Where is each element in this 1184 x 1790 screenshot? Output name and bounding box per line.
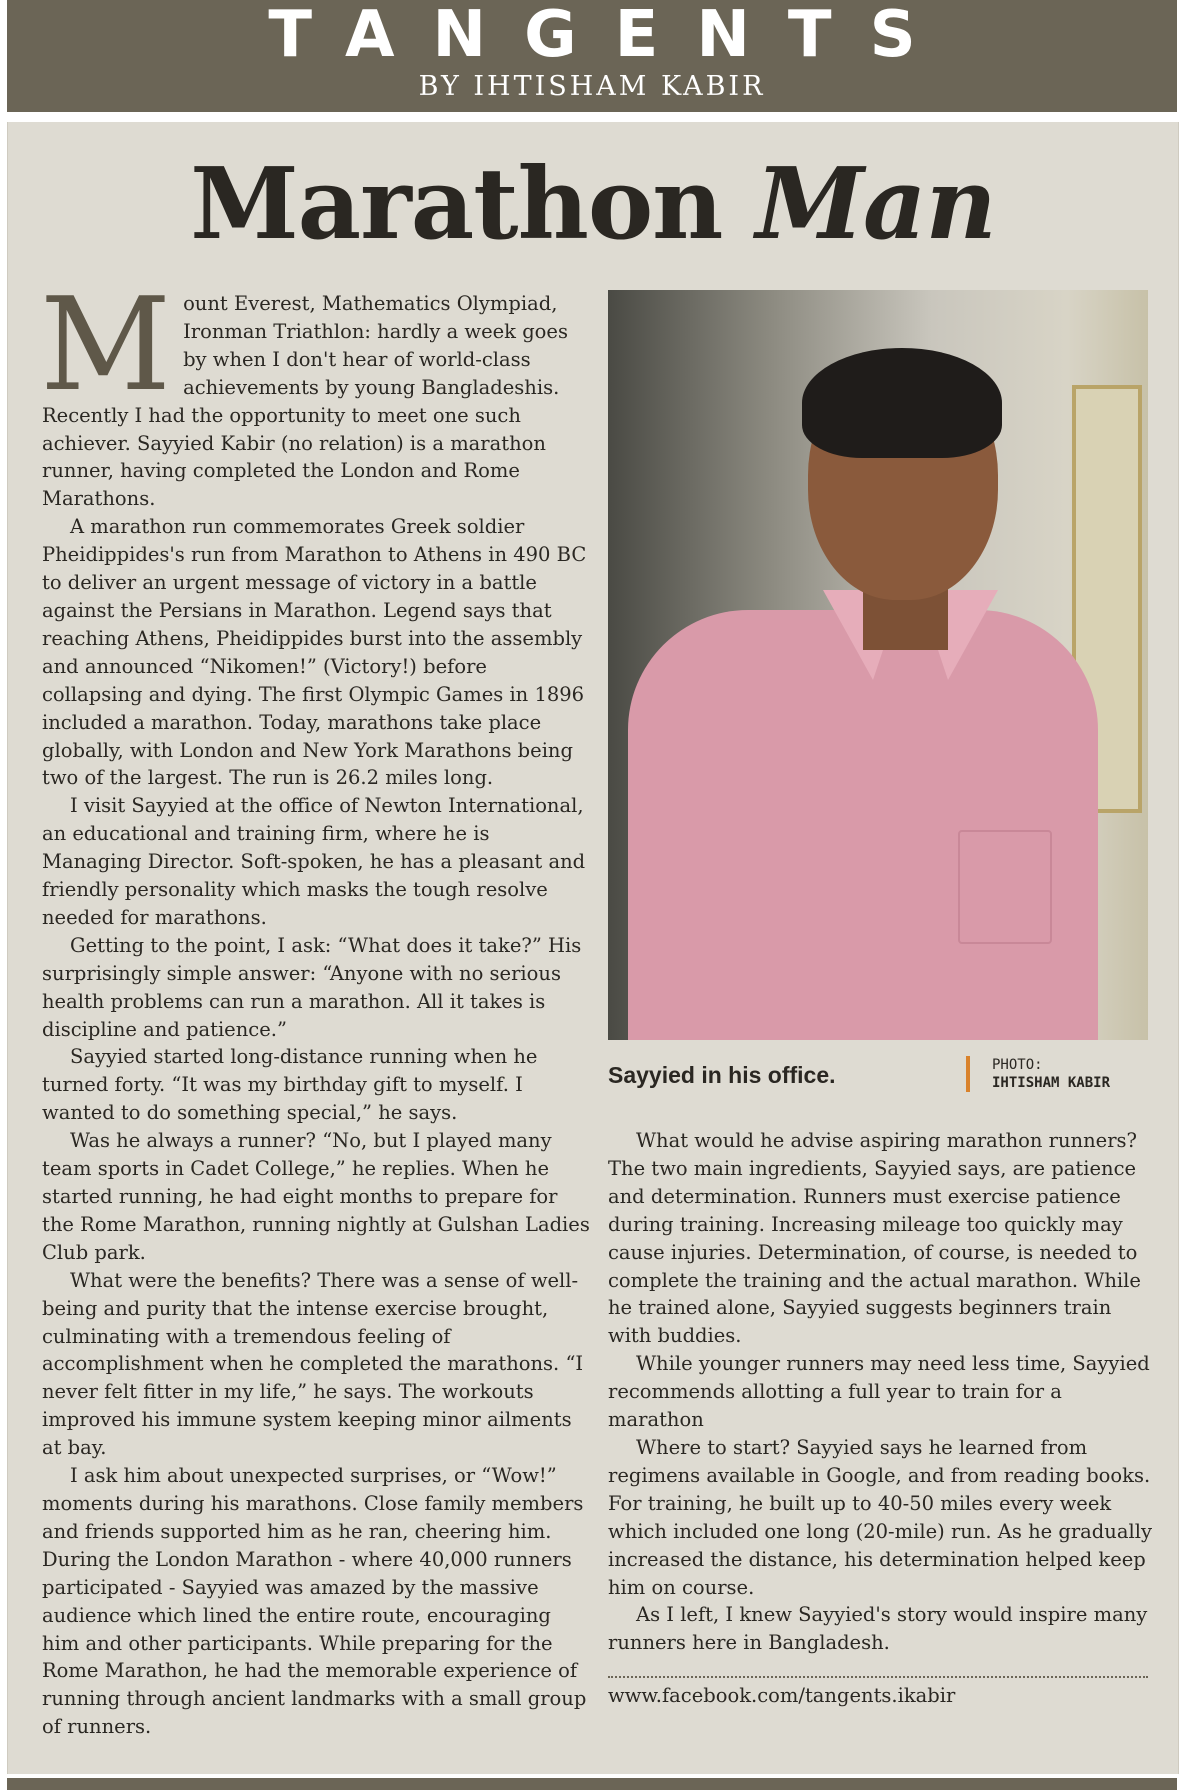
article-right-column bbox=[608, 1127, 1156, 1657]
article-paragraph: As I left, I knew Sayyied's story would inspire many runners here in Bangladesh. bbox=[608, 1603, 1148, 1655]
drop-cap: M bbox=[40, 271, 172, 420]
article-left-column bbox=[40, 271, 590, 1741]
pocket-shape bbox=[958, 830, 1052, 944]
article-paragraph: I ask him about unexpected surprises, or “Wow!” moments during his marathons. Close family members and friends supported him as he ran, cheering him. During the London Marathon - where 40,000 runners participated - Sayyied was amazed by the massive audience which lined the entire route, encouraging him and other participants. While preparing for the Rome Marathon, he had the memorable experience of running through ancient landmarks with a small group of runners. bbox=[42, 1464, 587, 1739]
article-paragraph: What would he advise aspiring marathon runners? The two main ingredients, Sayyied says, are patience and determination. Runners must exercise patience during training. Increasing mileage too quickly may cause injuries. Determination, of course, is needed to complete the training and the actual marathon. While he trained alone, Sayyied suggests beginners train with buddies. bbox=[608, 1129, 1141, 1348]
hair-shape bbox=[802, 348, 1002, 458]
article-paragraph: While younger runners may need less time, Sayyied recommends allotting a full year to train for a marathon bbox=[608, 1352, 1150, 1432]
column-title: TANGENTS bbox=[268, 0, 954, 72]
headline-part1: Marathon bbox=[190, 147, 723, 262]
article-paragraph: What were the benefits? There was a sense of well-being and purity that the intense exercise brought, culminating with a tremendous feeling of accomplishment when he completed the marathons. “I never felt fitter in my life,” he says. The workouts improved his immune system keeping minor ailments at bay. bbox=[42, 1268, 584, 1460]
article-panel bbox=[7, 122, 1179, 1774]
article-paragraph: Was he always a runner? “No, but I played many team sports in Cadet College,” he replies. When he started running, he had eight months to prepare for the Rome Marathon, running nightly at Gulshan Ladies Club park. bbox=[42, 1129, 590, 1264]
column-banner bbox=[7, 0, 1177, 112]
headline-part2: Man bbox=[755, 147, 996, 262]
dotted-divider bbox=[608, 1676, 1148, 1678]
article-paragraph: Getting to the point, I ask: “What does it take?” His surprisingly simple answer: “Anyone with no serious health problems can run a marathon. All it takes is discipline and patience.” bbox=[42, 933, 582, 1041]
photo-credit bbox=[966, 1056, 1177, 1092]
photo-credit-name: IHTISHAM KABIR bbox=[992, 1075, 1111, 1091]
article-headline bbox=[8, 147, 1178, 262]
author-byline: BY IHTISHAM KABIR bbox=[418, 71, 766, 102]
article-paragraph: I visit Sayyied at the office of Newton International, an educational and training firm, where he is Managing Director. Soft-spoken, he has a pleasant and friendly personality which masks the tough resolve needed for marathons. bbox=[42, 794, 586, 929]
article-paragraph: Sayyied started long-distance running when he turned forty. “It was my birthday gift to myself. I wanted to do something special,” he says. bbox=[42, 1045, 538, 1125]
photo-credit-label: PHOTO: bbox=[992, 1057, 1043, 1073]
article-paragraph: A marathon run commemorates Greek soldier Pheidippides's run from Marathon to Athens in 490 BC to deliver an urgent message of victory in a battle against the Persians in Marathon. Legend says that reaching Athens, Pheidippides burst into the assembly and announced “Nikomen!” (Victory!) before collapsing and dying. The first Olympic Games in 1896 included a marathon. Today, marathons take place globally, with London and New York Marathons being two of the largest. The run is 26.2 miles long. bbox=[42, 515, 587, 790]
article-paragraph bbox=[40, 271, 590, 513]
facebook-link[interactable]: www.facebook.com/tangents.ikabir bbox=[608, 1684, 956, 1707]
photo-caption: Sayyied in his office. bbox=[608, 1062, 836, 1088]
article-paragraph: Where to start? Sayyied says he learned from regimens available in Google, and from reading books. For training, he built up to 40-50 miles every week which included one long (20-mile) run. As he gradually increased the distance, his determination helped keep him on course. bbox=[608, 1435, 1152, 1599]
paragraph-text: ount Everest, Mathematics Olympiad, Ironman Triathlon: hardly a week goes by when I don't hear of world-class achievements by young Bangladeshis. Recently I had the opportunity to meet one such achiever. Sayyied Kabir (no relation) is a marathon runner, having completed the London and Rome Marathons. bbox=[42, 292, 568, 511]
bottom-rule bbox=[7, 1778, 1177, 1790]
portrait-photo bbox=[608, 290, 1148, 1040]
